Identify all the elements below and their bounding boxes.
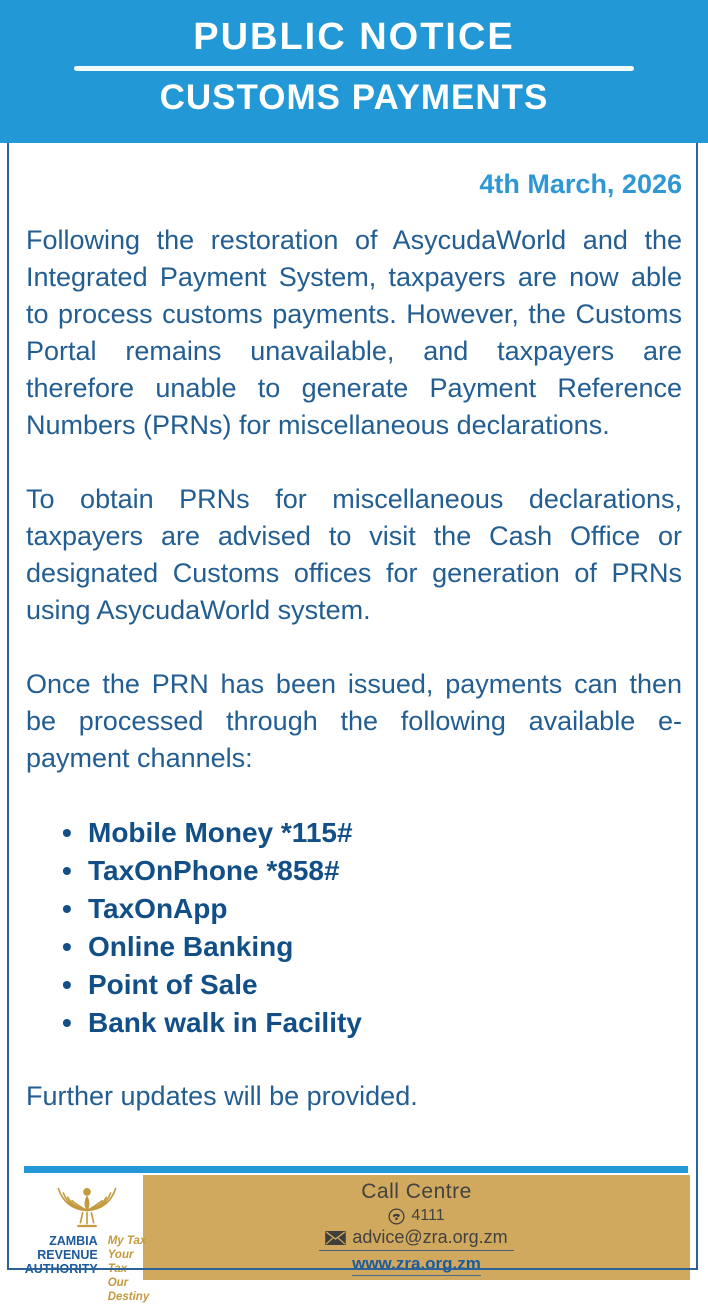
bullet-icon: • [62, 931, 72, 962]
notice-date: 4th March, 2026 [479, 169, 682, 199]
org-slogan [108, 1234, 150, 1304]
org-line: REVENUE [37, 1248, 98, 1262]
bullet-icon: • [62, 1007, 72, 1038]
email-link[interactable]: advice@zra.org.zm [352, 1227, 508, 1247]
channel-item [62, 1004, 682, 1042]
page-title: PUBLIC NOTICE [193, 16, 515, 58]
bullet-icon: • [62, 817, 72, 848]
phone-number: 4111 [411, 1207, 445, 1224]
org-name [25, 1234, 98, 1304]
channel-label: TaxOnPhone *858# [88, 855, 340, 886]
notice-body [9, 143, 697, 1115]
slogan-line: My Tax [107, 1235, 147, 1247]
channel-item [62, 928, 682, 966]
channel-item [62, 890, 682, 928]
notice-paragraph: To obtain PRNs for miscellaneous declarations, taxpayers are advised to visit the Cash Office or designated Customs offices for generation of PRNs using AsycudaWorld system. [26, 484, 682, 625]
channel-label: Mobile Money *115# [88, 817, 353, 848]
footer-accent-bar [24, 1166, 688, 1173]
website-link[interactable]: www.zra.org.zm [352, 1254, 481, 1276]
website-row [143, 1254, 690, 1276]
channel-item [62, 852, 682, 890]
bullet-icon: • [62, 969, 72, 1000]
logo-text [26, 1234, 148, 1304]
channel-item [62, 814, 682, 852]
phone-icon [388, 1208, 405, 1225]
bullet-icon: • [62, 855, 72, 886]
call-centre-heading: Call Centre [361, 1180, 472, 1203]
channel-label: Bank walk in Facility [88, 1007, 362, 1038]
channel-label: Point of Sale [88, 969, 258, 1000]
bullet-icon: • [62, 893, 72, 924]
phone-row [143, 1207, 690, 1225]
slogan-line: Our Destiny [107, 1277, 150, 1303]
notice-paragraph: Following the restoration of AsycudaWorld and the Integrated Payment System, taxpayers are now able to process customs payments. However, the Customs Portal remains unavailable, and taxpayers are therefore unable to generate Payment Reference Numbers (PRNs) for miscellaneous declarations. [26, 225, 682, 440]
contact-panel [143, 1180, 690, 1278]
page-subtitle: CUSTOMS PAYMENTS [159, 77, 549, 117]
closing-line: Further updates will be provided. [26, 1081, 418, 1111]
zra-eagle-emblem-icon [54, 1176, 120, 1232]
notice-paragraph: Once the PRN has been issued, payments can then be processed through the following available e-payment channels: [26, 669, 682, 773]
channel-label: Online Banking [88, 931, 294, 962]
slogan-line: Your Tax [107, 1249, 134, 1275]
header-divider-line [74, 66, 634, 71]
channel-item [62, 966, 682, 1004]
payment-channels-list [62, 814, 682, 1042]
zra-logo [26, 1176, 148, 1304]
channel-label: TaxOnApp [88, 893, 228, 924]
email-row [319, 1227, 513, 1251]
org-line: ZAMBIA [49, 1234, 98, 1248]
notice-header [0, 0, 708, 143]
org-line: AUTHORITY [24, 1262, 98, 1276]
envelope-icon [325, 1231, 346, 1245]
